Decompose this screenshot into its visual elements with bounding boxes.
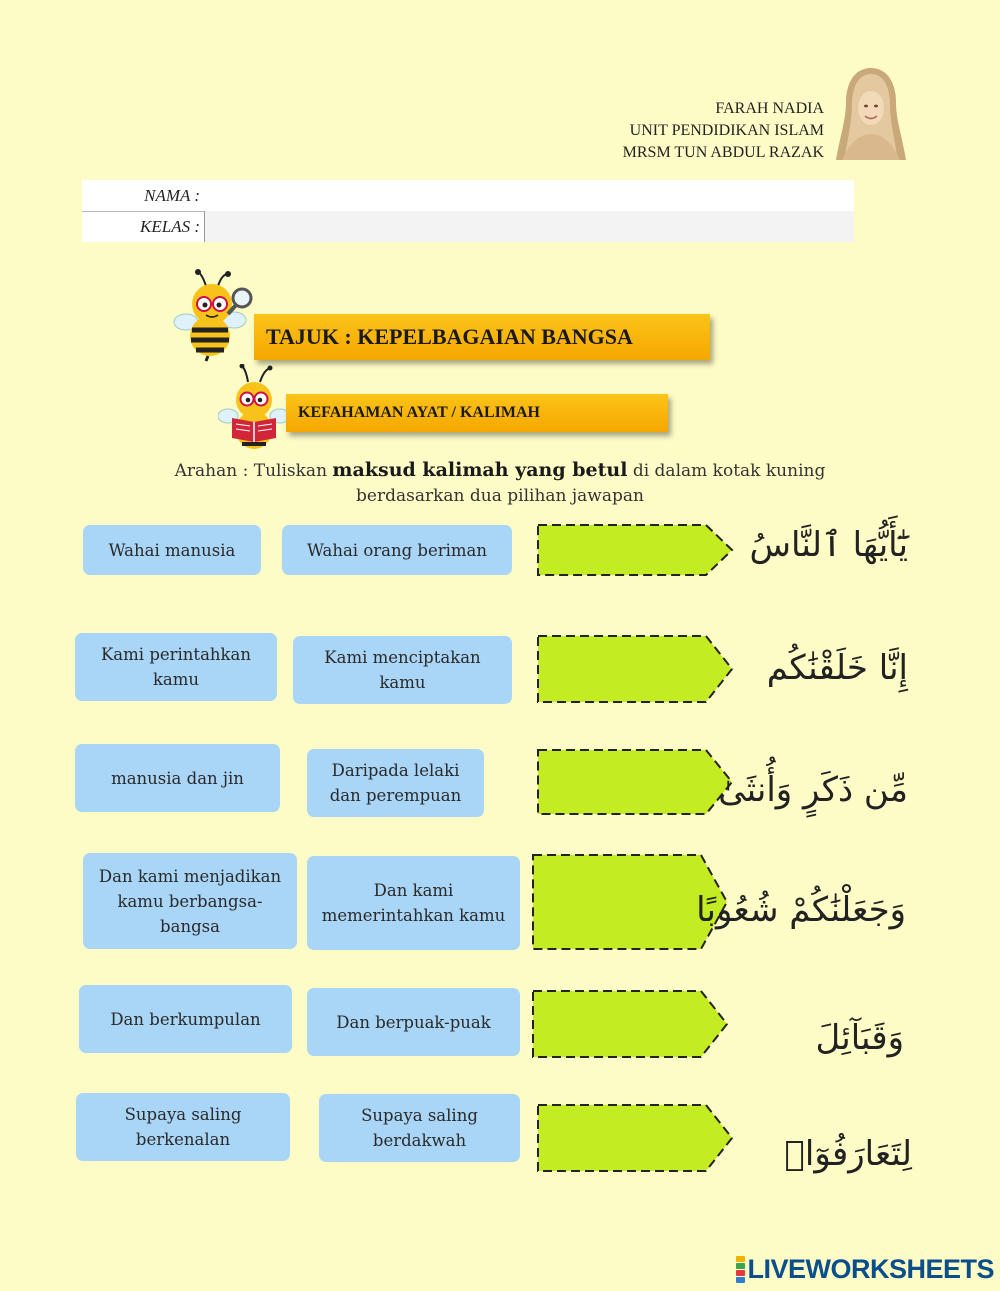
- instruction-line2: berdasarkan dua pilihan jawapan: [356, 486, 644, 506]
- instruction: [100, 458, 900, 509]
- author-unit: UNIT PENDIDIKAN ISLAM: [629, 122, 824, 139]
- name-row: [82, 180, 854, 212]
- student-info-form: [82, 180, 854, 242]
- answer-box-q2[interactable]: [536, 634, 736, 704]
- page-title: TAJUK : KEPELBAGAIAN BANGSA: [254, 314, 710, 360]
- option-a-q4[interactable]: Dan kami menjadikan kamu berbangsa-bangsa: [83, 853, 297, 949]
- liveworksheets-text: LIVEWORKSHEETS: [747, 1254, 994, 1284]
- option-a-q1[interactable]: Wahai manusia: [83, 525, 261, 575]
- option-a-q5[interactable]: Dan berkumpulan: [79, 985, 292, 1053]
- option-a-q6[interactable]: Supaya saling berkenalan: [76, 1093, 290, 1161]
- answer-box-q6[interactable]: [536, 1103, 736, 1173]
- instruction-suffix: di dalam kotak kuning: [627, 461, 826, 481]
- class-row: [82, 211, 854, 242]
- name-input[interactable]: [204, 180, 854, 211]
- liveworksheets-logo[interactable]: [736, 1254, 994, 1285]
- instruction-bold: maksud kalimah yang betul: [332, 459, 628, 481]
- bee-book-icon: [218, 364, 290, 454]
- instruction-prefix: Arahan : Tuliskan: [174, 461, 333, 481]
- arabic-phrase-q1: يَٰٓأَيُّهَا ٱلنَّاسُ: [749, 525, 908, 565]
- option-b-q6[interactable]: Supaya saling berdakwah: [319, 1094, 520, 1162]
- arabic-phrase-q6: لِتَعَارَفُوٓا۟: [784, 1134, 912, 1174]
- section-subtitle: KEFAHAMAN AYAT / KALIMAH: [286, 394, 668, 432]
- option-b-q4[interactable]: Dan kami memerintahkan kamu: [307, 856, 520, 950]
- author-school: MRSM TUN ABDUL RAZAK: [622, 144, 824, 161]
- class-label: KELAS :: [140, 217, 200, 236]
- name-label: NAMA :: [144, 186, 200, 205]
- bee-magnifier-icon: [172, 268, 258, 362]
- option-a-q2[interactable]: Kami perintahkan kamu: [75, 633, 277, 701]
- liveworksheets-icon: [736, 1256, 745, 1283]
- arabic-phrase-q3: مِّن ذَكَرٍ وَأُنثَىٰ: [718, 770, 908, 810]
- author-block: [623, 98, 824, 164]
- option-b-q1[interactable]: Wahai orang beriman: [282, 525, 512, 575]
- arabic-phrase-q5: وَقَبَآئِلَ: [815, 1018, 904, 1058]
- option-a-q3[interactable]: manusia dan jin: [75, 744, 280, 812]
- option-b-q3[interactable]: Daripada lelaki dan perempuan: [307, 749, 484, 817]
- arabic-phrase-q4: وَجَعَلْنَٰكُمْ شُعُوبًا: [696, 890, 906, 930]
- option-b-q5[interactable]: Dan berpuak-puak: [307, 988, 520, 1056]
- answer-box-q1[interactable]: [536, 523, 736, 577]
- answer-box-q5[interactable]: [531, 989, 731, 1059]
- arabic-phrase-q2: إِنَّا خَلَقْنَٰكُم: [766, 648, 908, 688]
- answer-box-q3[interactable]: [536, 748, 736, 816]
- option-b-q2[interactable]: Kami menciptakan kamu: [293, 636, 512, 704]
- author-portrait: [832, 64, 910, 164]
- class-input[interactable]: [204, 211, 854, 242]
- author-name: FARAH NADIA: [715, 100, 824, 117]
